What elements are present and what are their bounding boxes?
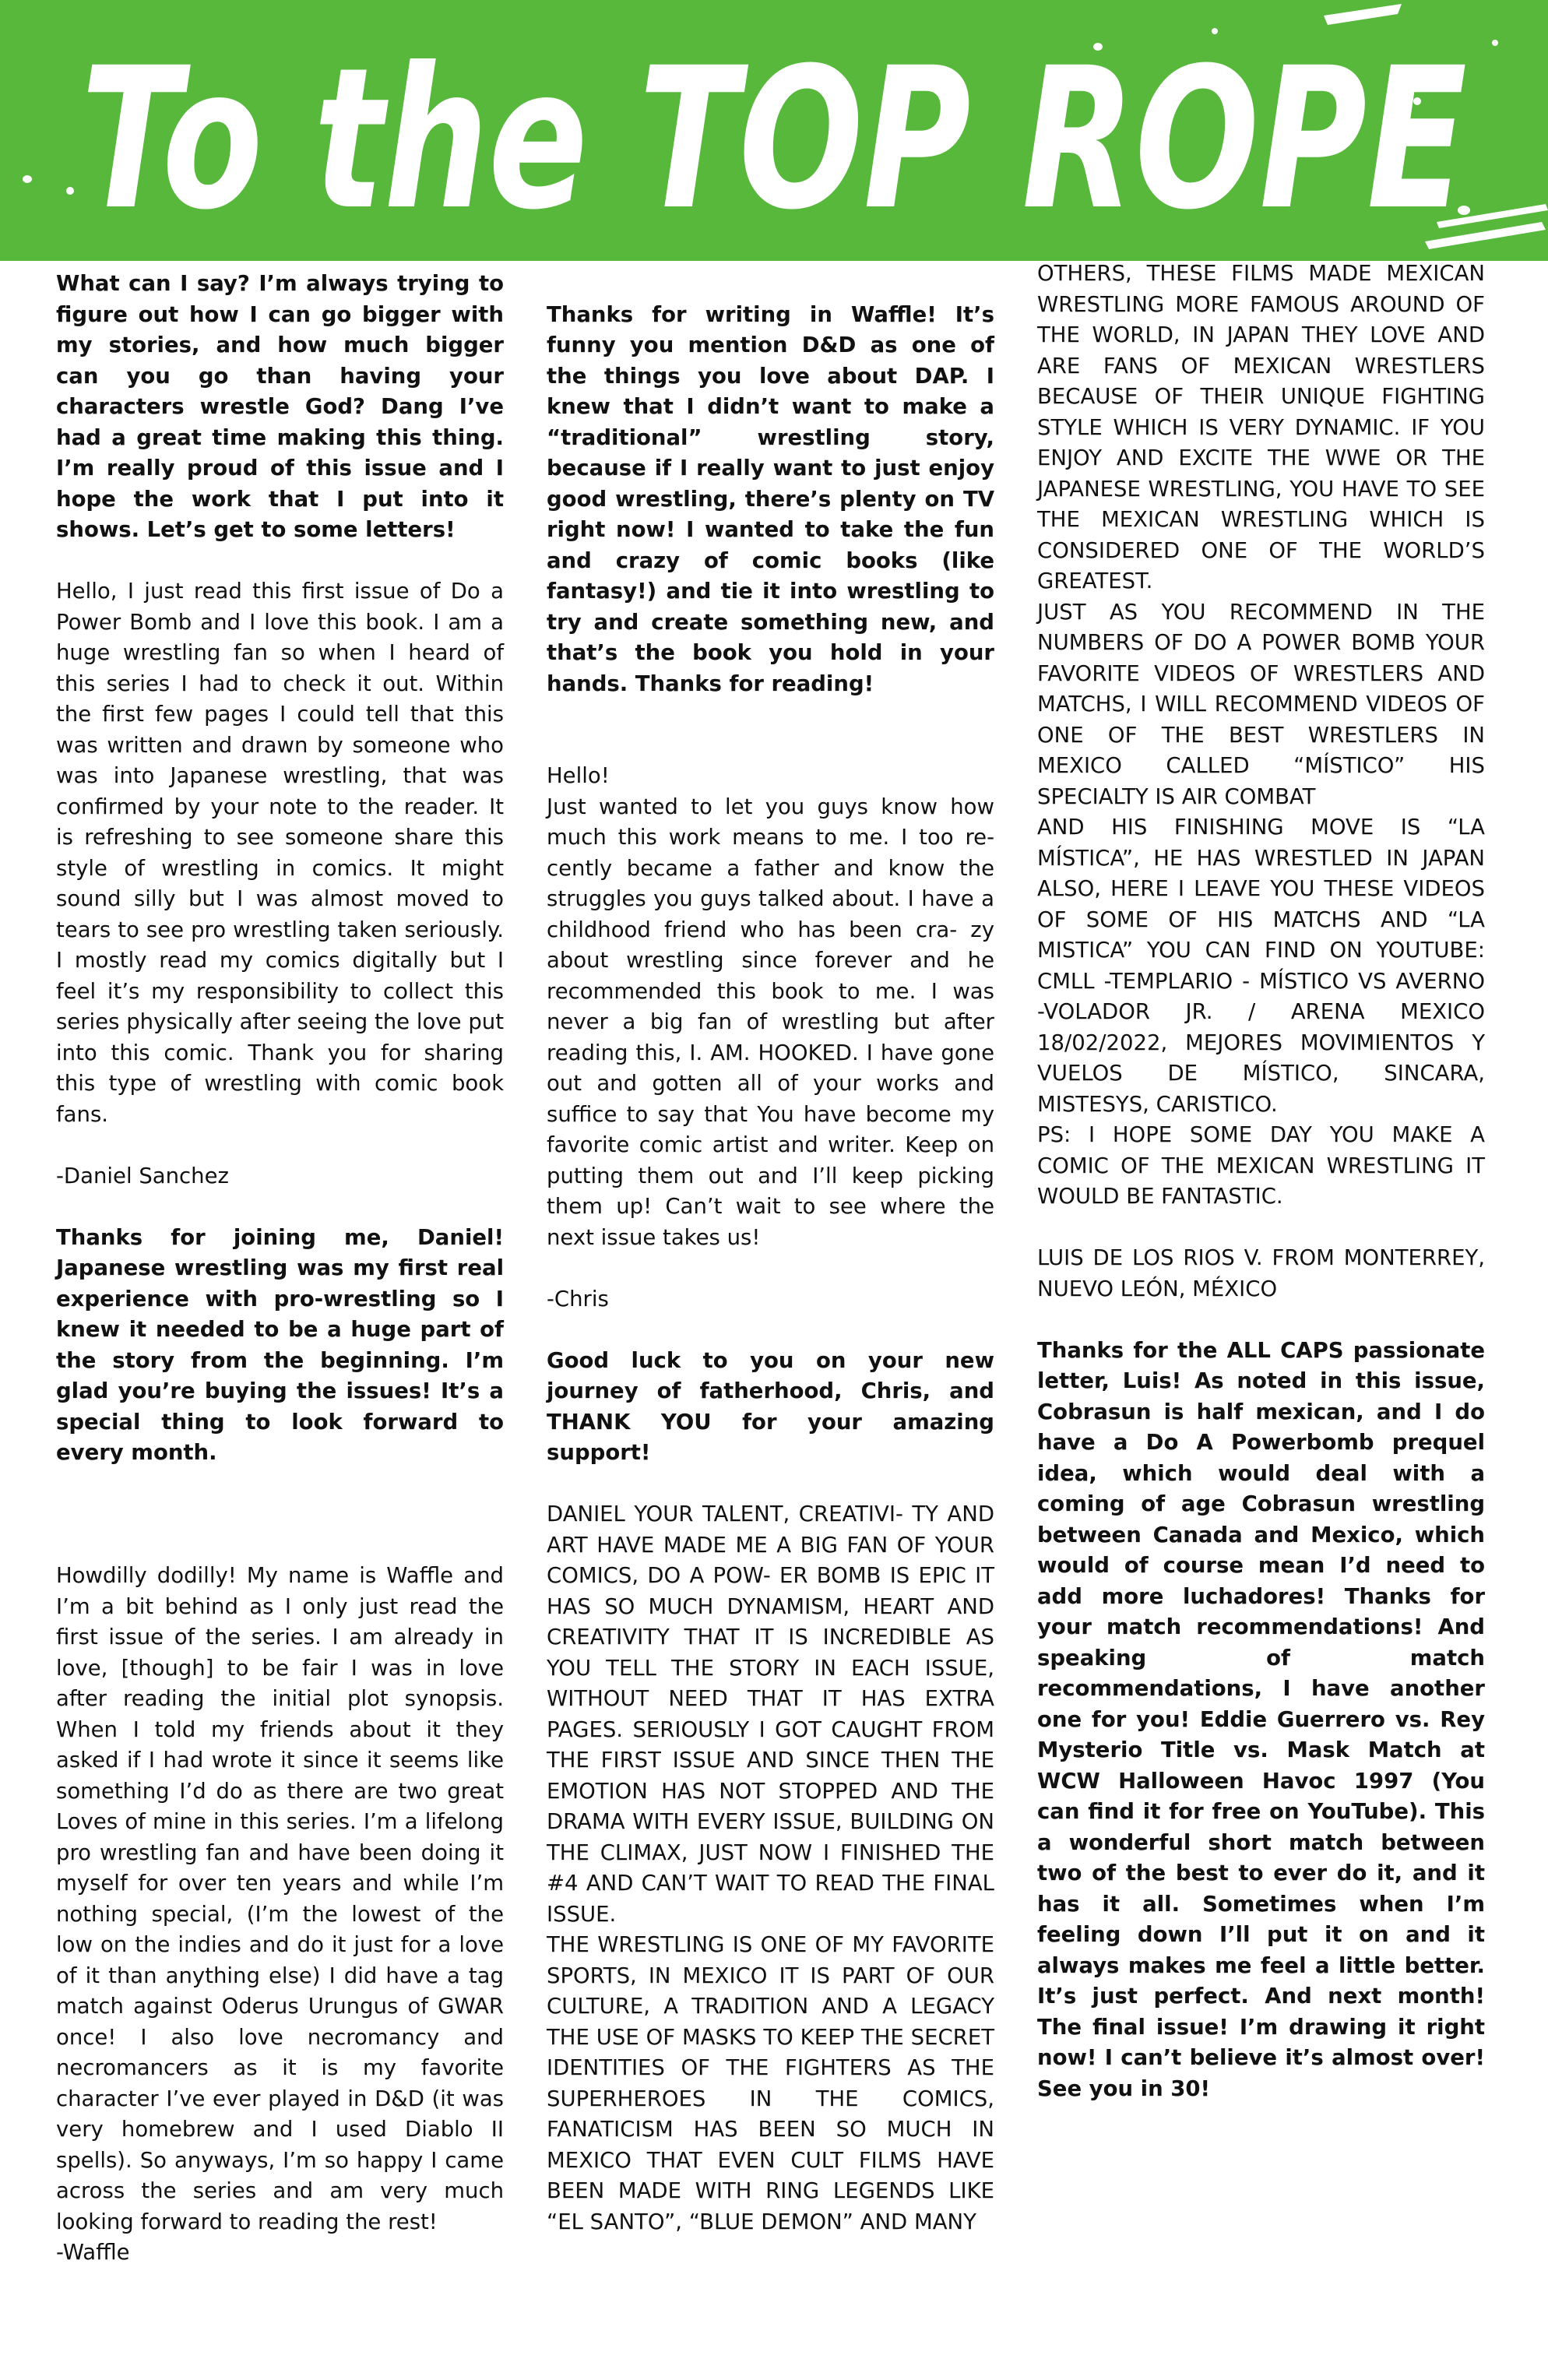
letter-waffle: Howdilly dodilly! My name is Waffle and I’m a bit behind as I only just read the first issue of the series. I am already in love, [though] to be fair I was in love after reading the initial plot synopsis. When I told my friends about it they asked if I had wrote it since it seems like something I’d do as there are two great Loves of mine in this series. I’m a lifelong pro wrestling fan and have been doing it myself for over ten years and while I’m nothing special, (I’m the lowest of the low on the indies and do it just for a love of it than anything else) I did have a tag match against Oderus Urungus of GWAR once! I also love necromancy and necromancers as it is my favorite character I’ve ever played in D&D (it was very homebrew and I used Diablo II spells). So anyways, I’m so happy I came across the series and am very much looking forward to reading the rest! xyxy=(56,1563,504,2234)
letter-luis-part3: OTHERS, THESE FILMS MADE MEXICAN WRESTLING MORE FAMOUS AROUND OF THE WORLD, IN JAPAN THEY LOVE AND ARE FANS OF MEXICAN WRESTLERS BECAUSE OF THEIR UNIQUE FIGHTING STYLE WHICH IS VERY DYNAMIC. IF YOU ENJOY AND EXCITE THE WWE OR THE JAPANESE WRESTLING, YOU HAVE TO SEE THE MEXICAN WRESTLING WHICH IS CONSIDERED ONE OF THE WORLD’S GREATEST. xyxy=(1037,261,1485,593)
letter-daniel: Hello, I just read this first issue of Do a Power Bomb and I love this book. I am a huge wrestling fan so when I heard of this series I had to check it out. Within the first few pages I could tell that this was written and drawn by someone who was into Japanese wrestling, that was confirmed by your note to the reader. It is refreshing to see someone share this style of wrestling in comics. It might sound silly but I was almost moved to tears to see pro wrestling taken seriously. I mostly read my comics digitally but I feel it’s my responsibility to collect this series physically after seeing the love put into this comic. Thank you for sharing this type of wrestling with comic book fans. xyxy=(56,579,504,1127)
letter-luis-part2: THE WRESTLING IS ONE OF MY FAVORITE SPORTS, IN MEXICO IT IS PART OF OUR CULTURE, A TRADITION AND A LEGACY THE USE OF MASKS TO KEEP THE SECRET IDENTITIES OF THE FIGHTERS AS THE SUPERHEROES IN THE COMICS, FANATICISM HAS BEEN SO MUCH IN MEXICO THAT EVEN CULT FILMS HAVE BEEN MADE WITH RING LEGENDS LIKE “EL SANTO”, “BLUE DEMON” AND MANY xyxy=(547,1932,994,2234)
reply-waffle: Thanks for writing in Waffle! It’s funny you mention D&D as one of the things you love about DAP. I knew that I didn’t want to make a “traditional” wrestling story, because if I really want to just enjoy good wrestling, there’s plenty on TV right now! I wanted to take the fun and crazy of comic books (like fantasy!) and tie it into wrestling to try and create something new, and that’s the book you hold in your hands. Thanks for reading! xyxy=(547,301,994,696)
spacer xyxy=(56,1499,504,1561)
signature-luis: LUIS DE LOS RIOS V. FROM MONTERREY, NUEVO LEÓN, MÉXICO xyxy=(1037,1245,1485,1301)
reply-luis: Thanks for the ALL CAPS passionate letter, Luis! As noted in this issue, Cobrasun is half mexican, and I do have a Do A Powerbomb prequel idea, which would deal with a coming of age Cobrasun wrestling between Canada and Mexico, which would of course mean I’d need to add more luchadores! Thanks for your match recommendations! And speaking of match recommendations, I have another one for you! Eddie Guerrero vs. Rey Mysterio Title vs. Mask Match at WCW Halloween Havoc 1997 (You can find it for free on YouTube). This a wonderful short match between two of the best to ever do it, and it has it all. Sometimes when I’m feeling down I’ll put it on and it always makes me feel a little better. It’s just perfect. And next month! The final issue! I’m drawing it right now! I can’t believe it’s almost over! See you in 30! xyxy=(1037,1337,1485,2101)
letter-luis-part1: DANIEL YOUR TALENT, CREATIVI- TY AND ART HAVE MADE ME A BIG FAN OF YOUR COMICS, DO A POW- ER BOMB IS EPIC IT HAS SO MUCH DYNAMISM, HEART AND CREATIVITY THAT IT IS INCREDIBLE AS YOU TELL THE STORY IN EACH ISSUE, WITHOUT NEED THAT IT HAS EXTRA PAGES. SERIOUSLY I GOT CAUGHT FROM THE FIRST ISSUE AND SINCE THEN THE EMOTION HAS NOT STOPPED AND THE DRAMA WITH EVERY ISSUE, BUILDING ON THE CLIMAX, JUST NOW I FINISHED THE #4 AND CAN’T WAIT TO READ THE FINAL ISSUE. xyxy=(547,1502,994,1927)
letter-chris: Just wanted to let you guys know how much this work means to me. I too re- cently became a father and know the struggles you guys talked about. I have a childhood friend who has been cra- zy about wrestling since forever and he recommended this book to me. I was never a big fan of wrestling but after reading this, I. AM. HOOKED. I have gone out and gotten all of your works and suffice to say that You have become my favorite comic artist and writer. Keep on putting them out and I’ll keep picking them up! Can’t wait to see where the next issue takes us! xyxy=(547,794,994,1250)
letters-column-1 xyxy=(56,269,504,2299)
signature-chris: -Chris xyxy=(547,1286,609,1311)
signature-waffle: -Waffle xyxy=(56,2240,130,2265)
reply-chris: Good luck to you on your new journey of fatherhood, Chris, and THANK YOU for your amazing support! xyxy=(547,1347,994,1465)
signature-daniel: -Daniel Sanchez xyxy=(56,1163,229,1188)
reply-daniel: Thanks for joining me, Daniel! Japanese wrestling was my first real experience with pro-wrestling so I knew it needed to be a huge part of the story from the beginning. I’m glad you’re buying the issues! It’s a special thing to look forward to every month. xyxy=(56,1224,504,1465)
letters-column-2 xyxy=(547,269,994,2237)
editor-intro: What can I say? I’m always trying to figure out how I can go bigger with my stories, and how much bigger can you go than having your characters wrestle God? Dang I’ve had a great time making this thing. I’m really proud of this issue and I hope the work that I put into it shows. Let’s get to some letters! xyxy=(56,271,504,542)
letter-chris-greeting: Hello! xyxy=(547,763,610,788)
letter-luis-part5: AND HIS FINISHING MOVE IS “LA MÍSTICA”, HE HAS WRESTLED IN JAPAN ALSO, HERE I LEAVE YOU THESE VIDEOS OF SOME OF HIS MATCHS AND “LA MISTICA” YOU CAN FIND ON YOUTUBE: CMLL -TEMPLARIO - MÍSTICO VS AVERNO -VOLADOR JR. / ARENA MEXICO 18/02/2022, MEJORES MOVIMIENTOS Y VUELOS DE MÍSTICO, SINCARA, MISTESYS, CARISTICO. xyxy=(1037,815,1485,1117)
letter-luis-part4: JUST AS YOU RECOMMEND IN THE NUMBERS OF DO A POWER BOMB YOUR FAVORITE VIDEOS OF WRESTLERS AND MATCHS, I WILL RECOMMEND VIDEOS OF ONE OF THE BEST WRESTLERS IN MEXICO CALLED “MÍSTICO” HIS SPECIALTY IS AIR COMBAT xyxy=(1037,599,1485,809)
header-banner xyxy=(0,0,1548,261)
letters-column-3 xyxy=(1037,259,1485,2135)
banner-title: To the TOP ROPE xyxy=(81,26,1467,252)
letter-luis-ps: PS: I HOPE SOME DAY YOU MAKE A COMIC OF THE MEXICAN WRESTLING IT WOULD BE FANTASTIC. xyxy=(1037,1122,1485,1209)
spacer xyxy=(547,731,994,762)
